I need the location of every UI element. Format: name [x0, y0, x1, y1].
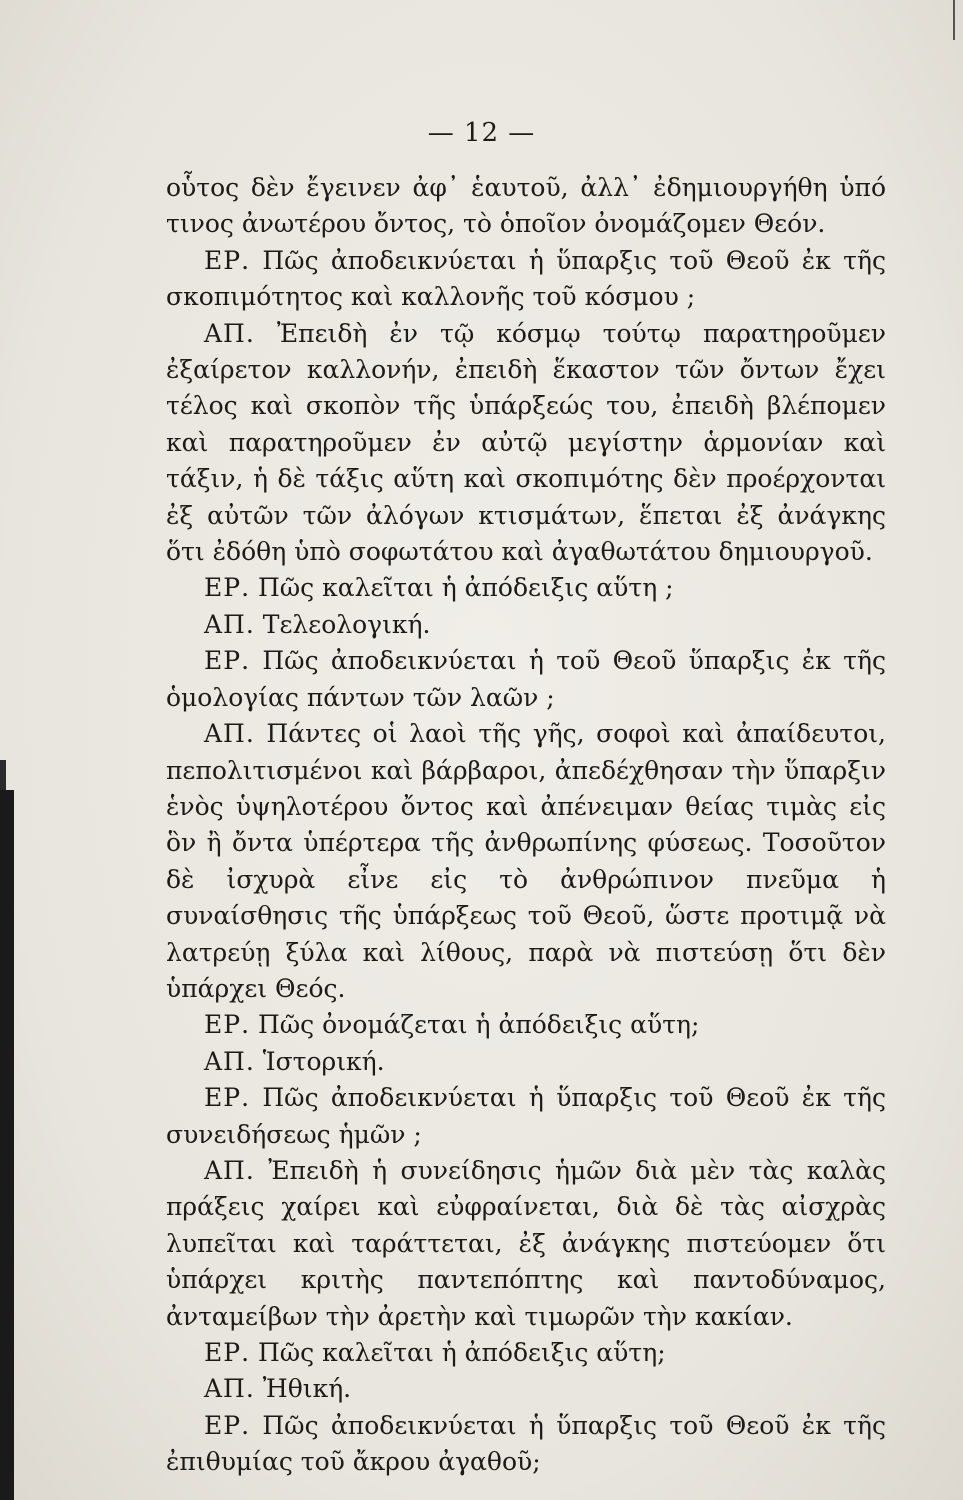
paragraph-text: οὗτος δὲν ἔγεινεν ἀφ᾽ ἑαυτοῦ, ἀλλ᾽ ἐδημιουργήθη ὑπό τινος ἀνωτέρου ὄντος, τὸ ὁποῖον ὀνομάζομεν Θεόν. — [166, 173, 886, 239]
paragraph-text: Πῶς ὀνομάζεται ἡ ἀπόδειξις αὕτη; — [257, 1010, 700, 1040]
paragraph-text: Τελεολογική. — [262, 609, 431, 639]
question-paragraph — [166, 1408, 886, 1481]
paragraph-text: Πῶς καλεῖται ἡ ἀπόδειξις αὕτη ; — [257, 573, 674, 603]
answer-paragraph — [166, 716, 886, 1007]
page-number: — 12 — — [427, 118, 536, 148]
answer-paragraph — [166, 1044, 886, 1080]
speaker-label: ΕΡ. — [204, 646, 251, 676]
question-paragraph — [166, 570, 886, 606]
question-paragraph — [166, 243, 886, 316]
question-paragraph — [166, 643, 886, 716]
paragraph-text: Πῶς ἀποδεικνύεται ἡ ὕπαρξις τοῦ Θεοῦ ἐκ τῆς ἐπιθυμίας τοῦ ἄκρου ἀγαθοῦ; — [166, 1410, 886, 1477]
question-paragraph — [166, 1007, 886, 1043]
answer-paragraph — [166, 1153, 886, 1335]
speaker-label: ΕΡ. — [204, 1338, 251, 1367]
question-paragraph — [166, 1335, 886, 1371]
paragraph-text: Ἱστορική. — [262, 1046, 385, 1076]
paragraph-text: Πῶς ἀποδεικνύεται ἡ ὕπαρξις τοῦ Θεοῦ ἐκ τῆς σκοπιμότητος καὶ καλλονῆς τοῦ κόσμου ; — [166, 245, 886, 312]
answer-paragraph — [166, 1371, 886, 1407]
speaker-label: ΑΠ. — [204, 609, 255, 639]
speaker-label: ΕΡ. — [204, 573, 251, 603]
paragraph-text: Πῶς καλεῖται ἡ ἀπόδειξις αὕτη; — [257, 1338, 666, 1367]
speaker-label: ΑΠ. — [204, 1374, 255, 1404]
paragraph-text: Ἐπειδὴ ἐν τῷ κόσμῳ τούτῳ παρατηροῦμεν ἐξαίρετον καλλονήν, ἐπειδὴ ἕκαστον τῶν ὄντων ἔχει τέλος καὶ σκοπὸν τῆς ὑπάρξεώς του, ἐπειδὴ βλέπομεν καὶ παρατηροῦμεν ἐν αὐτῷ μεγίστην ἁρμονίαν καὶ τάξιν, ἡ δὲ τάξις αὕτη καὶ σκοπιμότης δὲν προέρχονται ἐξ αὐτῶν τῶν ἀλόγων κτισμάτων, ἕπεται ἐξ ἀνάγκης ὅτι ἐδόθη ὑπὸ σοφωτάτου καὶ ἀγαθωτάτου δημιουργοῦ. — [166, 318, 886, 567]
speaker-label: ΑΠ. — [204, 1155, 255, 1185]
body-text — [166, 170, 886, 1481]
paragraph-text: Πῶς ἀποδεικνύεται ἡ τοῦ Θεοῦ ὕπαρξις ἐκ τῆς ὁμολογίας πάντων τῶν λαῶν ; — [166, 646, 886, 712]
paragraph-text: Ἠθική. — [262, 1374, 352, 1404]
paragraph-continuation — [166, 170, 886, 243]
answer-paragraph — [166, 607, 886, 643]
speaker-label: ΑΠ. — [204, 318, 255, 348]
paragraph-text: Πάντες οἱ λαοὶ τῆς γῆς, σοφοὶ καὶ ἀπαίδευτοι, πεπολιτισμένοι καὶ βάρβαροι, ἀπεδέχθησαν τὴν ὕπαρξιν ἑνὸς ὑψηλοτέρου ὄντος καὶ ἀπένειμαν θείας τιμὰς εἰς ὃν ἢ ὄντα ὑπέρτερα τῆς ἀνθρωπίνης φύσεως. Τοσοῦτον δὲ ἰσχυρὰ εἶνε εἰς τὸ ἀνθρώπινον πνεῦμα ἡ συναίσθησις τῆς ὑπάρξεως τοῦ Θεοῦ, ὥστε προτιμᾷ νὰ λατρεύῃ ξύλα καὶ λίθους, παρὰ νὰ πιστεύσῃ ὅτι δὲν ὑπάρχει Θεός. — [166, 719, 886, 1003]
page-edge-mark — [953, 0, 955, 40]
question-paragraph — [166, 1080, 886, 1153]
speaker-label: ΕΡ. — [204, 1010, 251, 1040]
binding-shadow — [0, 790, 14, 1500]
paragraph-text: Ἐπειδὴ ἡ συνείδησις ἡμῶν διὰ μὲν τὰς καλὰς πράξεις χαίρει καὶ εὐφραίνεται, διὰ δὲ τὰς αἰσχρὰς λυπεῖται καὶ ταράττεται, ἐξ ἀνάγκης πιστεύομεν ὅτι ὑπάρχει κριτὴς παντεπόπτης καὶ παντοδύναμος, ἀνταμείβων τὴν ἀρετὴν καὶ τιμωρῶν τὴν κακίαν. — [166, 1155, 886, 1331]
speaker-label: ΕΡ. — [204, 1410, 251, 1440]
paragraph-text: Πῶς ἀποδεικνύεται ἡ ὕπαρξις τοῦ Θεοῦ ἐκ τῆς συνειδήσεως ἡμῶν ; — [166, 1083, 886, 1149]
speaker-label: ΕΡ. — [204, 1083, 251, 1113]
answer-paragraph — [166, 316, 886, 571]
speaker-label: ΑΠ. — [204, 719, 255, 749]
speaker-label: ΑΠ. — [204, 1046, 255, 1076]
speaker-label: ΕΡ. — [204, 245, 251, 275]
